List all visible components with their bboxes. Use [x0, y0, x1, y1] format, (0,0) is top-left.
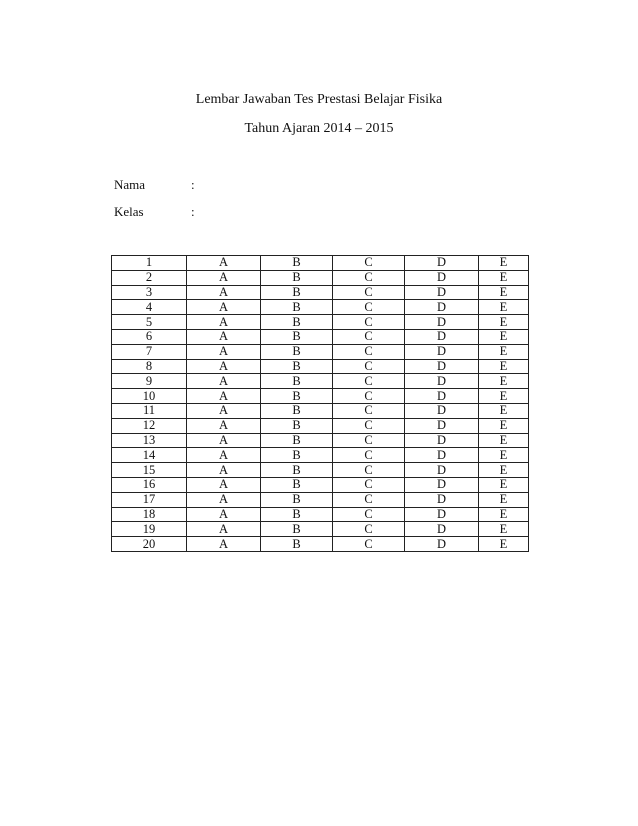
answer-option-d[interactable]: D — [405, 344, 479, 359]
question-number: 5 — [112, 315, 187, 330]
answer-option-a[interactable]: A — [187, 507, 261, 522]
answer-option-d[interactable]: D — [405, 359, 479, 374]
answer-table-body — [112, 256, 529, 552]
table-row — [112, 315, 529, 330]
answer-option-d[interactable]: D — [405, 433, 479, 448]
answer-option-c[interactable]: C — [333, 463, 405, 478]
answer-option-a[interactable]: A — [187, 344, 261, 359]
answer-table — [111, 255, 529, 552]
answer-option-b[interactable]: B — [261, 492, 333, 507]
question-number: 1 — [112, 256, 187, 271]
answer-option-e[interactable]: E — [479, 403, 529, 418]
question-number: 15 — [112, 463, 187, 478]
answer-option-c[interactable]: C — [333, 344, 405, 359]
answer-option-b[interactable]: B — [261, 448, 333, 463]
answer-option-a[interactable]: A — [187, 256, 261, 271]
table-row — [112, 256, 529, 271]
answer-option-d[interactable]: D — [405, 256, 479, 271]
answer-option-e[interactable]: E — [479, 448, 529, 463]
answer-option-e[interactable]: E — [479, 537, 529, 552]
answer-option-a[interactable]: A — [187, 285, 261, 300]
question-number: 6 — [112, 329, 187, 344]
table-row — [112, 300, 529, 315]
answer-option-e[interactable]: E — [479, 477, 529, 492]
answer-option-a[interactable]: A — [187, 315, 261, 330]
table-row — [112, 477, 529, 492]
table-row — [112, 492, 529, 507]
answer-option-b[interactable]: B — [261, 270, 333, 285]
answer-option-d[interactable]: D — [405, 329, 479, 344]
answer-option-c[interactable]: C — [333, 522, 405, 537]
table-row — [112, 270, 529, 285]
answer-option-a[interactable]: A — [187, 270, 261, 285]
answer-option-a[interactable]: A — [187, 374, 261, 389]
question-number: 4 — [112, 300, 187, 315]
table-row — [112, 537, 529, 552]
answer-option-d[interactable]: D — [405, 522, 479, 537]
kelas-label: Kelas — [114, 204, 144, 219]
question-number: 12 — [112, 418, 187, 433]
table-row — [112, 389, 529, 404]
answer-option-e[interactable]: E — [479, 418, 529, 433]
table-row — [112, 344, 529, 359]
answer-option-c[interactable]: C — [333, 315, 405, 330]
question-number: 16 — [112, 477, 187, 492]
question-number: 17 — [112, 492, 187, 507]
question-number: 10 — [112, 389, 187, 404]
answer-option-d[interactable]: D — [405, 418, 479, 433]
answer-option-e[interactable]: E — [479, 285, 529, 300]
table-row — [112, 522, 529, 537]
question-number: 18 — [112, 507, 187, 522]
answer-option-a[interactable]: A — [187, 418, 261, 433]
answer-option-e[interactable]: E — [479, 270, 529, 285]
answer-option-b[interactable]: B — [261, 507, 333, 522]
table-row — [112, 418, 529, 433]
answer-option-e[interactable]: E — [479, 315, 529, 330]
answer-option-b[interactable]: B — [261, 300, 333, 315]
answer-option-e[interactable]: E — [479, 374, 529, 389]
answer-option-c[interactable]: C — [333, 492, 405, 507]
answer-option-a[interactable]: A — [187, 300, 261, 315]
answer-option-e[interactable]: E — [479, 389, 529, 404]
answer-option-c[interactable]: C — [333, 389, 405, 404]
answer-option-a[interactable]: A — [187, 537, 261, 552]
answer-option-e[interactable]: E — [479, 344, 529, 359]
document-subtitle: Tahun Ajaran 2014 – 2015 — [244, 121, 394, 136]
answer-option-c[interactable]: C — [333, 300, 405, 315]
nama-label: Nama — [114, 177, 146, 192]
answer-option-d[interactable]: D — [405, 315, 479, 330]
answer-option-a[interactable]: A — [187, 492, 261, 507]
answer-option-c[interactable]: C — [333, 270, 405, 285]
answer-option-d[interactable]: D — [405, 374, 479, 389]
table-row — [112, 359, 529, 374]
answer-option-a[interactable]: A — [187, 522, 261, 537]
answer-option-c[interactable]: C — [333, 329, 405, 344]
answer-option-b[interactable]: B — [261, 329, 333, 344]
table-row — [112, 403, 529, 418]
answer-option-d[interactable]: D — [405, 477, 479, 492]
answer-option-e[interactable]: E — [479, 507, 529, 522]
answer-option-a[interactable]: A — [187, 477, 261, 492]
answer-option-b[interactable]: B — [261, 285, 333, 300]
answer-option-d[interactable]: D — [405, 463, 479, 478]
answer-option-b[interactable]: B — [261, 315, 333, 330]
answer-option-e[interactable]: E — [479, 300, 529, 315]
answer-option-c[interactable]: C — [333, 448, 405, 463]
question-number: 20 — [112, 537, 187, 552]
answer-option-d[interactable]: D — [405, 537, 479, 552]
answer-option-d[interactable]: D — [405, 285, 479, 300]
answer-option-e[interactable]: E — [479, 256, 529, 271]
answer-option-b[interactable]: B — [261, 477, 333, 492]
question-number: 19 — [112, 522, 187, 537]
table-row — [112, 448, 529, 463]
answer-option-a[interactable]: A — [187, 433, 261, 448]
answer-option-c[interactable]: C — [333, 433, 405, 448]
answer-option-c[interactable]: C — [333, 285, 405, 300]
nama-field: : — [191, 177, 195, 192]
question-number: 14 — [112, 448, 187, 463]
table-row — [112, 374, 529, 389]
document-title: Lembar Jawaban Tes Prestasi Belajar Fisika — [195, 92, 443, 107]
answer-option-a[interactable]: A — [187, 403, 261, 418]
answer-option-d[interactable]: D — [405, 492, 479, 507]
answer-option-d[interactable]: D — [405, 300, 479, 315]
answer-option-b[interactable]: B — [261, 359, 333, 374]
question-number: 9 — [112, 374, 187, 389]
question-number: 11 — [112, 403, 187, 418]
answer-option-c[interactable]: C — [333, 537, 405, 552]
answer-option-d[interactable]: D — [405, 448, 479, 463]
answer-option-e[interactable]: E — [479, 359, 529, 374]
answer-option-e[interactable]: E — [479, 522, 529, 537]
answer-option-c[interactable]: C — [333, 256, 405, 271]
question-number: 7 — [112, 344, 187, 359]
answer-option-e[interactable]: E — [479, 433, 529, 448]
answer-option-c[interactable]: C — [333, 418, 405, 433]
answer-option-c[interactable]: C — [333, 507, 405, 522]
question-number: 13 — [112, 433, 187, 448]
question-number: 8 — [112, 359, 187, 374]
answer-option-a[interactable]: A — [187, 448, 261, 463]
question-number: 2 — [112, 270, 187, 285]
answer-option-a[interactable]: A — [187, 329, 261, 344]
answer-option-c[interactable]: C — [333, 403, 405, 418]
answer-option-b[interactable]: B — [261, 256, 333, 271]
answer-option-e[interactable]: E — [479, 492, 529, 507]
kelas-field: : — [191, 204, 195, 219]
table-row — [112, 507, 529, 522]
table-row — [112, 329, 529, 344]
answer-option-b[interactable]: B — [261, 433, 333, 448]
answer-option-c[interactable]: C — [333, 359, 405, 374]
answer-option-b[interactable]: B — [261, 537, 333, 552]
answer-option-b[interactable]: B — [261, 463, 333, 478]
answer-option-e[interactable]: E — [479, 329, 529, 344]
answer-option-a[interactable]: A — [187, 463, 261, 478]
answer-option-b[interactable]: B — [261, 418, 333, 433]
answer-option-d[interactable]: D — [405, 270, 479, 285]
answer-option-a[interactable]: A — [187, 359, 261, 374]
question-number: 3 — [112, 285, 187, 300]
answer-option-b[interactable]: B — [261, 403, 333, 418]
answer-option-a[interactable]: A — [187, 389, 261, 404]
answer-option-c[interactable]: C — [333, 374, 405, 389]
answer-option-d[interactable]: D — [405, 507, 479, 522]
answer-option-e[interactable]: E — [479, 463, 529, 478]
table-row — [112, 463, 529, 478]
table-row — [112, 433, 529, 448]
answer-option-d[interactable]: D — [405, 389, 479, 404]
answer-option-b[interactable]: B — [261, 522, 333, 537]
answer-option-d[interactable]: D — [405, 403, 479, 418]
answer-option-b[interactable]: B — [261, 374, 333, 389]
answer-option-c[interactable]: C — [333, 477, 405, 492]
table-row — [112, 285, 529, 300]
answer-option-b[interactable]: B — [261, 344, 333, 359]
answer-option-b[interactable]: B — [261, 389, 333, 404]
